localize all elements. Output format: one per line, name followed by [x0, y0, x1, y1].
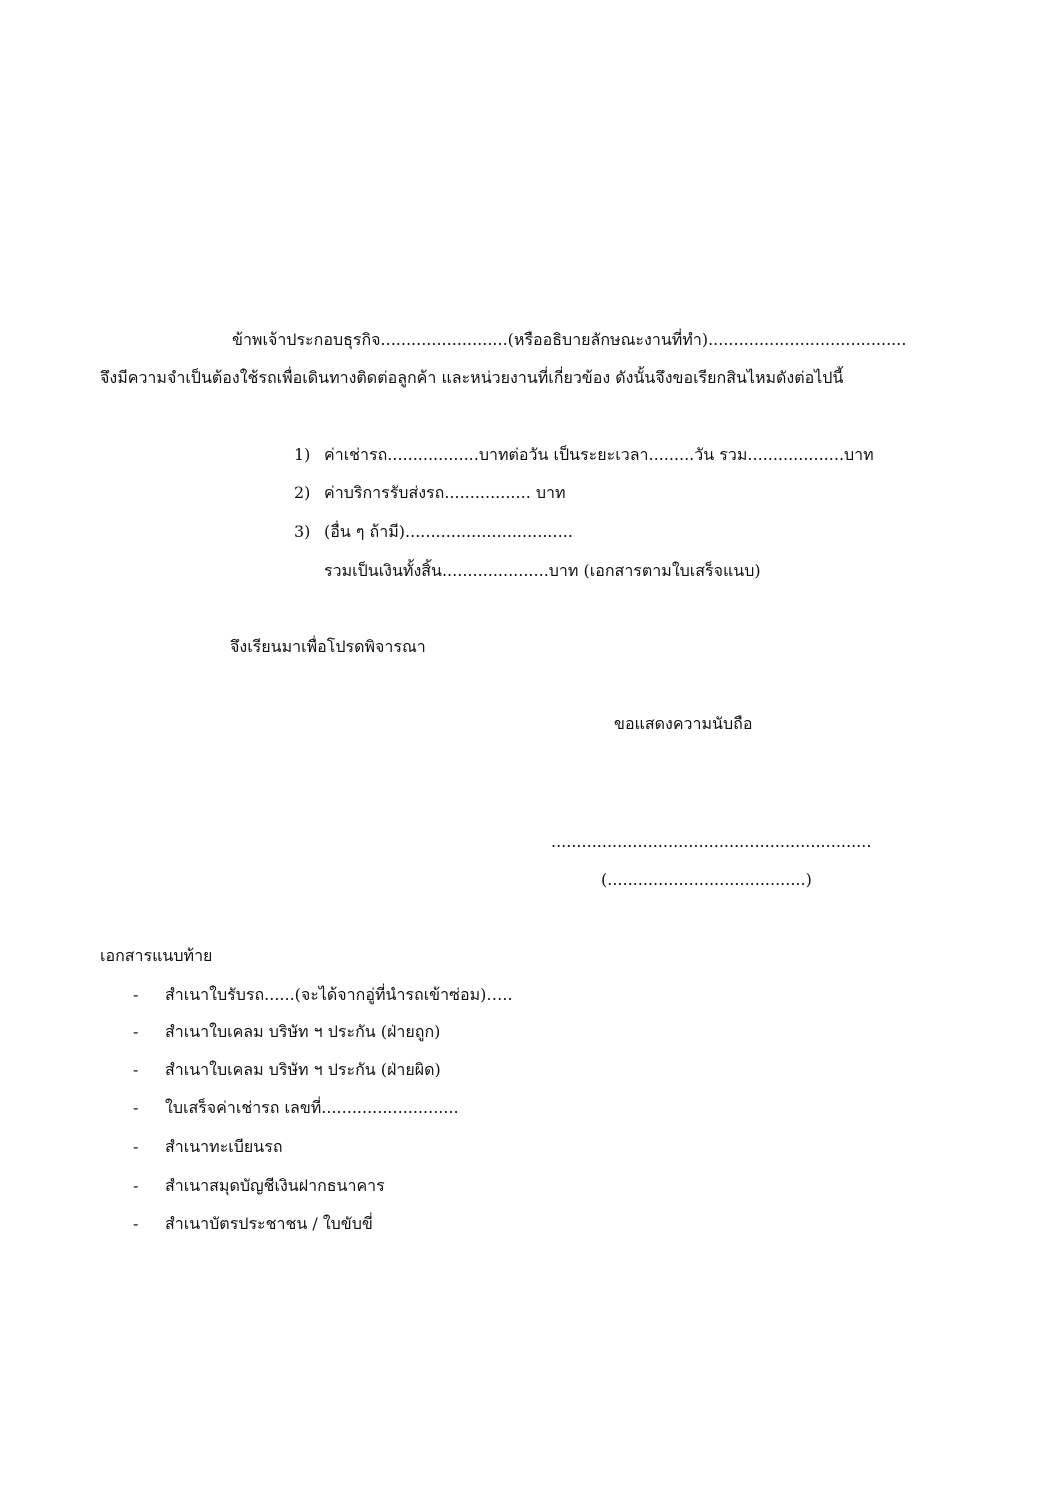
attachment-item [133, 1176, 385, 1195]
attachments-title: เอกสารแนบท้าย [100, 946, 213, 965]
bullet-dash: - [133, 1176, 139, 1195]
attachment-item [133, 1214, 373, 1233]
claim-item-number: 2) [294, 483, 311, 502]
attachment-item [133, 985, 513, 1004]
attachment-item [133, 1098, 459, 1117]
claim-item-text: (อื่น ๆ ถ้ามี)................................. [324, 522, 573, 541]
signature-line: ............................................................... [551, 832, 872, 851]
claim-item-1 [294, 445, 874, 464]
claim-item-text: ค่าเช่ารถ..................บาทต่อวัน เป็นระยะเวลา.........วัน รวม...................บาท [324, 445, 874, 464]
attachment-text: สำเนาใบเคลม บริษัท ฯ ประกัน (ฝ่ายผิด) [165, 1060, 441, 1079]
bullet-dash: - [133, 1214, 139, 1233]
claim-item-3 [294, 522, 573, 541]
attachment-item [133, 1022, 440, 1041]
attachment-text: สำเนาสมุดบัญชีเงินฝากธนาคาร [165, 1176, 385, 1195]
claim-item-number: 1) [294, 445, 311, 464]
closing-line: จึงเรียนมาเพื่อโปรดพิจารณา [230, 637, 426, 656]
attachment-item [133, 1060, 441, 1079]
bullet-dash: - [133, 1022, 139, 1041]
attachment-text: สำเนาทะเบียนรถ [165, 1137, 283, 1156]
claim-item-text: ค่าบริการรับส่งรถ................. บาท [324, 483, 566, 502]
attachment-text: สำเนาบัตรประชาชน / ใบขับขี่ [165, 1214, 373, 1233]
attachment-text: ใบเสร็จค่าเช่ารถ เลขที่........................... [165, 1098, 459, 1117]
attachment-text: สำเนาใบเคลม บริษัท ฯ ประกัน (ฝ่ายถูก) [165, 1022, 441, 1041]
attachment-item [133, 1137, 283, 1156]
bullet-dash: - [133, 1137, 139, 1156]
attachment-text: สำเนาใบรับรถ......(จะได้จากอู่ที่นำรถเข้าซ่อม)….. [165, 985, 513, 1004]
intro-line-2: จึงมีความจำเป็นต้องใช้รถเพื่อเดินทางติดต่อลูกค้า และหน่วยงานที่เกี่ยวข้อง ดังนั้นจึงขอเรียกสินไหมดังต่อไปนี้ [100, 368, 844, 387]
bullet-dash: - [133, 985, 139, 1004]
claim-total: รวมเป็นเงินทั้งสิ้น.....................บาท (เอกสารตามใบเสร็จแนบ) [324, 561, 761, 580]
bullet-dash: - [133, 1098, 139, 1117]
intro-line-1: ข้าพเจ้าประกอบธุรกิจ.........................(หรืออธิบายลักษณะงานที่ทำ)....................................... [232, 330, 907, 349]
claim-item-number: 3) [294, 522, 311, 541]
bullet-dash: - [133, 1060, 139, 1079]
regards-line: ขอแสดงความนับถือ [614, 714, 753, 733]
claim-item-2 [294, 483, 566, 502]
signature-name: (.......................................) [601, 870, 812, 889]
